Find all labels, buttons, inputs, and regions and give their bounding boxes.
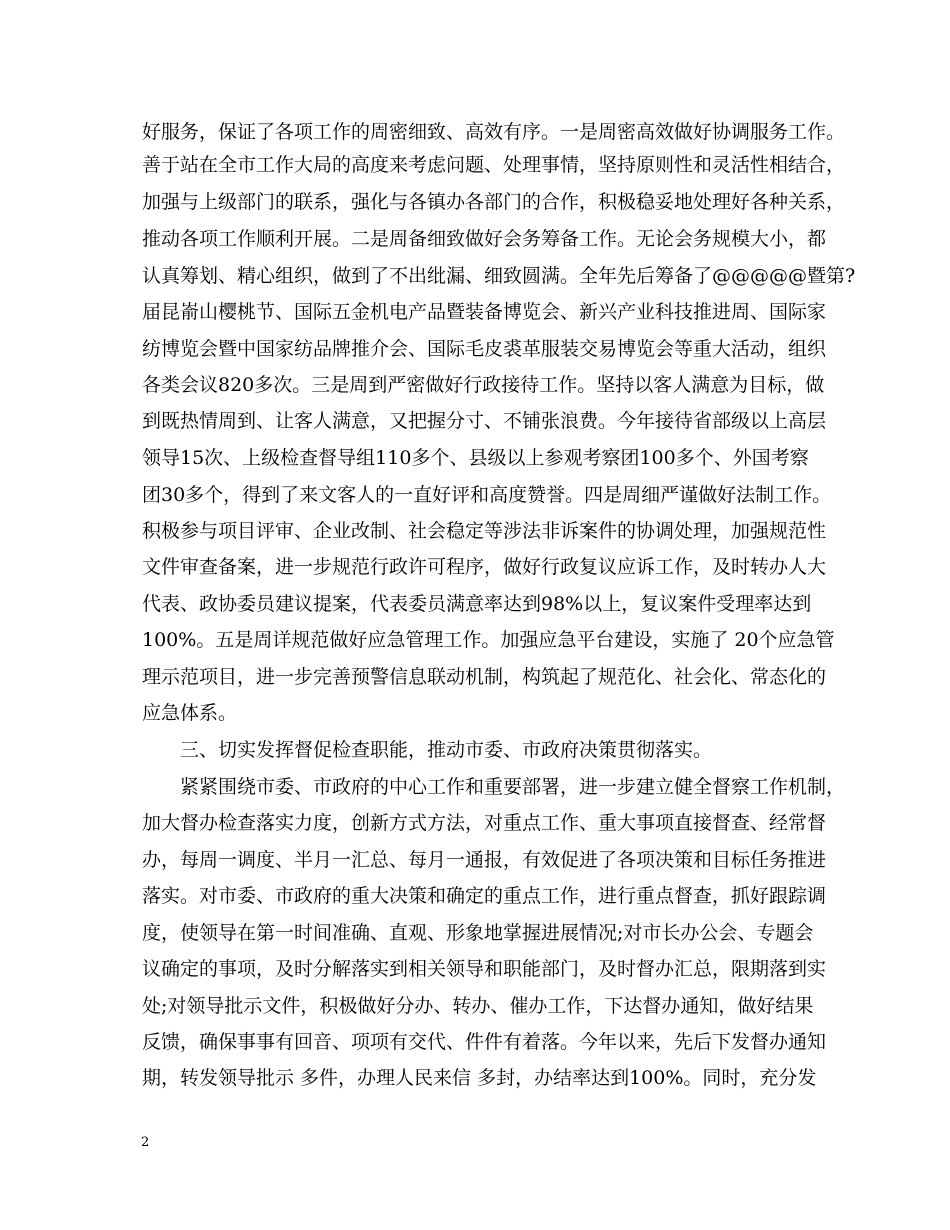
section-heading: 三、切实发挥督促检查职能，推动市委、市政府决策贯彻落实。 bbox=[180, 739, 713, 761]
text-line: 落实。对市委、市政府的重大决策和确定的重点工作，进行重点督查，抓好跟踪调 bbox=[142, 885, 827, 907]
page-number: 2 bbox=[141, 1135, 150, 1150]
text-line: 议确定的事项，及时分解落实到相关领导和职能部门，及时督办汇总，限期落到实 bbox=[142, 958, 827, 980]
text-line: 度，使领导在第一时间准确、直观、形象地掌握进展情况;对市长办公会、专题会 bbox=[142, 922, 814, 944]
text-line: 加大督办检查落实力度，创新方式方法，对重点工作、重大事项直接督查、经常督 bbox=[142, 812, 827, 834]
text-line: 各类会议820多次。三是周到严密做好行政接待工作。坚持以客人满意为目标，做 bbox=[142, 374, 825, 396]
text-line: 团30多个，得到了来文客人的一直好评和高度赞誉。四是周细严谨做好法制工作。 bbox=[142, 484, 832, 506]
text-line: 紧紧围绕市委、市政府的中心工作和重要部署，进一步建立健全督察工作机制， bbox=[180, 776, 846, 798]
text-line: 文件审查备案，进一步规范行政许可程序，做好行政复议应诉工作，及时转办人大 bbox=[142, 556, 827, 578]
text-line: 积极参与项目评审、企业改制、社会稳定等涉法非诉案件的协调处理，加强规范性 bbox=[142, 520, 827, 542]
text-line: 应急体系。 bbox=[142, 702, 238, 724]
text-line: 推动各项工作顺利开展。二是周备细致做好会务筹备工作。无论会务规模大小，都 bbox=[142, 228, 827, 250]
text-line: 代表、政协委员建议提案，代表委员满意率达到98%以上，复议案件受理率达到 bbox=[142, 593, 812, 615]
text-line: 加强与上级部门的联系，强化与各镇办各部门的合作，积极稳妥地处理好各种关系， bbox=[142, 191, 846, 213]
text-line: 期，转发领导批示 多件，办理人民来信 多封，办结率达到100%。同时，充分发 bbox=[142, 1067, 817, 1089]
text-line: 好服务，保证了各项工作的周密细致、高效有序。一是周密高效做好协调服务工作。 bbox=[142, 121, 846, 143]
text-line: 到既热情周到、让客人满意，又把握分寸、不铺张浪费。今年接待省部级以上高层 bbox=[142, 410, 827, 432]
text-line: 认真筹划、精心组织，做到了不出纰漏、细致圆满。全年先后筹备了@@@@@暨第? bbox=[142, 265, 856, 287]
text-line: 理示范项目，进一步完善预警信息联动机制，构筑起了规范化、社会化、常态化的 bbox=[142, 666, 827, 688]
text-line: 处;对领导批示文件，积极做好分办、转办、催办工作，下达督办通知，做好结果 bbox=[142, 995, 814, 1017]
text-line: 届昆嵛山樱桃节、国际五金机电产品暨装备博览会、新兴产业科技推进周、国际家 bbox=[142, 301, 827, 323]
text-line: 善于站在全市工作大局的高度来考虑问题、处理事情，坚持原则性和灵活性相结合， bbox=[142, 154, 846, 176]
text-line: 办，每周一调度、半月一汇总、每月一通报，有效促进了各项决策和目标任务推进 bbox=[142, 849, 827, 871]
text-line: 100%。五是周详规范做好应急管理工作。加强应急平台建设，实施了 20个应急管 bbox=[142, 629, 835, 651]
text-line: 领导15次、上级检查督导组110多个、县级以上参观考察团100多个、外国考察 bbox=[142, 447, 809, 469]
text-line: 纺博览会暨中国家纺品牌推介会、国际毛皮裘革服装交易博览会等重大活动，组织 bbox=[142, 338, 827, 360]
text-line: 反馈，确保事事有回音、项项有交代、件件有着落。今年以来，先后下发督办通知 bbox=[142, 1031, 827, 1053]
